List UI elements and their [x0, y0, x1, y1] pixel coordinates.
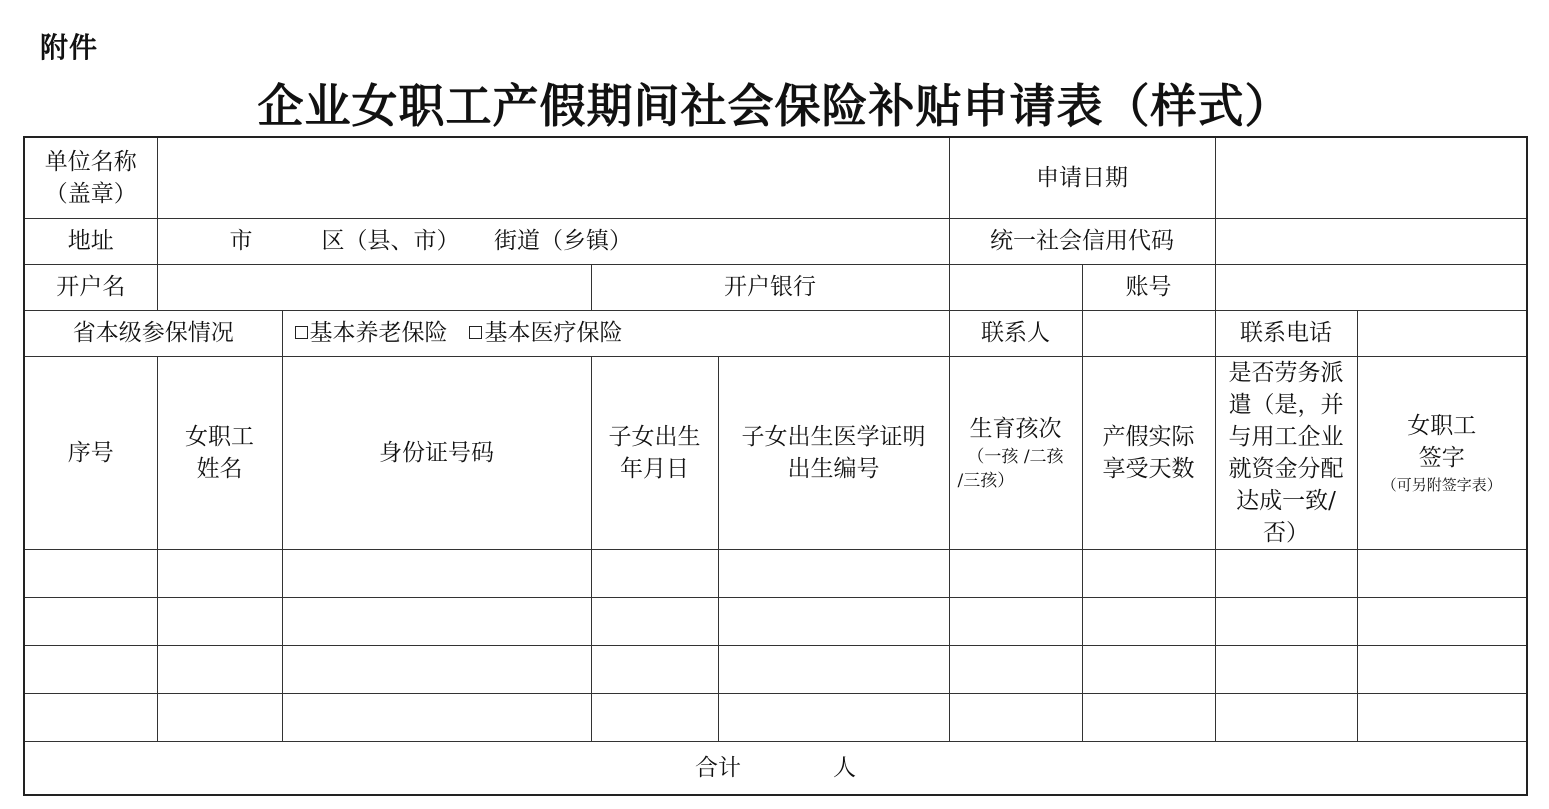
cell-child-birth-date[interactable]: [591, 693, 718, 741]
row-insurance: [24, 310, 1527, 356]
cell-seq[interactable]: [24, 549, 157, 597]
medical-checkbox[interactable]: [469, 326, 482, 339]
total-cell[interactable]: 合计 人: [24, 741, 1527, 795]
col-child-birth-date-line2: 年月日: [620, 455, 689, 482]
col-birth-order-line2: （一孩 /二孩: [967, 446, 1064, 467]
cell-labor-dispatch[interactable]: [1215, 645, 1357, 693]
cell-labor-dispatch[interactable]: [1215, 549, 1357, 597]
cell-seq[interactable]: [24, 597, 157, 645]
cell-child-birth-date[interactable]: [591, 597, 718, 645]
unit-name-label-line1: 单位名称: [44, 148, 137, 175]
col-birth-order-line3: /三孩）: [957, 470, 1015, 491]
cell-labor-dispatch[interactable]: [1215, 693, 1357, 741]
account-no-field[interactable]: [1215, 264, 1527, 310]
cell-id-number[interactable]: [282, 549, 591, 597]
col-birth-order: [949, 356, 1082, 549]
apply-date-field[interactable]: [1215, 137, 1527, 218]
col-labor-dispatch-line3: 与用工企业: [1228, 423, 1344, 450]
col-birth-certificate-line2: 出生编号: [787, 455, 880, 482]
cell-birth-order[interactable]: [949, 597, 1082, 645]
col-signature: [1357, 356, 1527, 549]
cell-birth-certificate[interactable]: [718, 645, 949, 693]
cell-employee-name[interactable]: [157, 693, 282, 741]
col-child-birth-date-line1: 子女出生: [608, 423, 701, 450]
cell-birth-order[interactable]: [949, 549, 1082, 597]
form-title: 企业女职工产假期间社会保险补贴申请表（样式）: [257, 79, 1292, 133]
row-address: [24, 218, 1527, 264]
cell-leave-days[interactable]: [1082, 549, 1215, 597]
account-name-label: 开户名: [24, 264, 157, 310]
unit-name-label-line2: （盖章）: [44, 180, 137, 207]
bank-label: 开户银行: [591, 264, 949, 310]
col-signature-line3: （可另附签字表）: [1381, 475, 1502, 494]
account-no-label: 账号: [1082, 264, 1215, 310]
cell-labor-dispatch[interactable]: [1215, 597, 1357, 645]
unit-name-field[interactable]: [157, 137, 949, 218]
col-leave-days: [1082, 356, 1215, 549]
cell-id-number[interactable]: [282, 645, 591, 693]
cell-birth-certificate[interactable]: [718, 549, 949, 597]
row-column-headers: [24, 356, 1527, 549]
application-form-table: [23, 136, 1528, 796]
address-label: 地址: [24, 218, 157, 264]
col-birth-order-line1: 生育孩次: [969, 415, 1062, 442]
cell-seq[interactable]: [24, 645, 157, 693]
cell-employee-name[interactable]: [157, 645, 282, 693]
contact-label: 联系人: [949, 310, 1082, 356]
cell-employee-name[interactable]: [157, 549, 282, 597]
account-name-field[interactable]: [157, 264, 591, 310]
cell-birth-order[interactable]: [949, 693, 1082, 741]
col-leave-days-line1: 产假实际: [1102, 423, 1195, 450]
insurance-options: [282, 310, 949, 356]
cell-employee-name[interactable]: [157, 597, 282, 645]
cell-leave-days[interactable]: [1082, 645, 1215, 693]
col-id-number: 身份证号码: [282, 356, 591, 549]
insurance-status-label: 省本级参保情况: [24, 310, 282, 356]
table-row: [24, 549, 1527, 597]
col-labor-dispatch-line6: 否）: [1263, 519, 1309, 546]
col-leave-days-line2: 享受天数: [1102, 455, 1195, 482]
phone-label: 联系电话: [1215, 310, 1357, 356]
cell-leave-days[interactable]: [1082, 597, 1215, 645]
col-birth-certificate-line1: 子女出生医学证明: [741, 423, 926, 450]
col-employee-name-line2: 姓名: [196, 455, 243, 482]
attachment-label: 附件: [40, 31, 99, 64]
cell-signature[interactable]: [1357, 645, 1527, 693]
cell-seq[interactable]: [24, 693, 157, 741]
row-total: [24, 741, 1527, 795]
cell-child-birth-date[interactable]: [591, 549, 718, 597]
cell-signature[interactable]: [1357, 693, 1527, 741]
col-seq: 序号: [24, 356, 157, 549]
col-birth-certificate: [718, 356, 949, 549]
table-row: [24, 693, 1527, 741]
col-child-birth-date: [591, 356, 718, 549]
cell-birth-certificate[interactable]: [718, 693, 949, 741]
cell-signature[interactable]: [1357, 549, 1527, 597]
cell-birth-certificate[interactable]: [718, 597, 949, 645]
col-signature-line1: 女职工: [1407, 412, 1477, 439]
medical-option-label: 基本医疗保险: [484, 320, 623, 346]
col-labor-dispatch-line1: 是否劳务派: [1228, 359, 1344, 386]
credit-code-label: 统一社会信用代码: [949, 218, 1215, 264]
table-row: [24, 645, 1527, 693]
cell-child-birth-date[interactable]: [591, 645, 718, 693]
phone-field[interactable]: [1357, 310, 1527, 356]
unit-name-label: [24, 137, 157, 218]
row-unit-name: [24, 137, 1527, 218]
col-labor-dispatch-line2: 遣（是，并: [1228, 391, 1344, 418]
cell-birth-order[interactable]: [949, 645, 1082, 693]
col-employee-name: [157, 356, 282, 549]
col-employee-name-line1: 女职工: [185, 423, 254, 450]
credit-code-field[interactable]: [1215, 218, 1527, 264]
bank-field[interactable]: [949, 264, 1082, 310]
pension-checkbox[interactable]: [295, 326, 308, 339]
cell-signature[interactable]: [1357, 597, 1527, 645]
col-labor-dispatch: [1215, 356, 1357, 549]
table-row: [24, 597, 1527, 645]
address-field[interactable]: 市 区（县、市） 街道（乡镇）: [157, 218, 949, 264]
col-labor-dispatch-line5: 达成一致/: [1236, 487, 1336, 514]
row-account: [24, 264, 1527, 310]
contact-field[interactable]: [1082, 310, 1215, 356]
cell-leave-days[interactable]: [1082, 693, 1215, 741]
col-signature-line2: 签字: [1418, 444, 1465, 471]
apply-date-label: 申请日期: [949, 137, 1215, 218]
pension-option-label: 基本养老保险: [309, 320, 448, 346]
cell-id-number[interactable]: [282, 693, 591, 741]
cell-id-number[interactable]: [282, 597, 591, 645]
col-labor-dispatch-line4: 就资金分配: [1228, 455, 1344, 482]
